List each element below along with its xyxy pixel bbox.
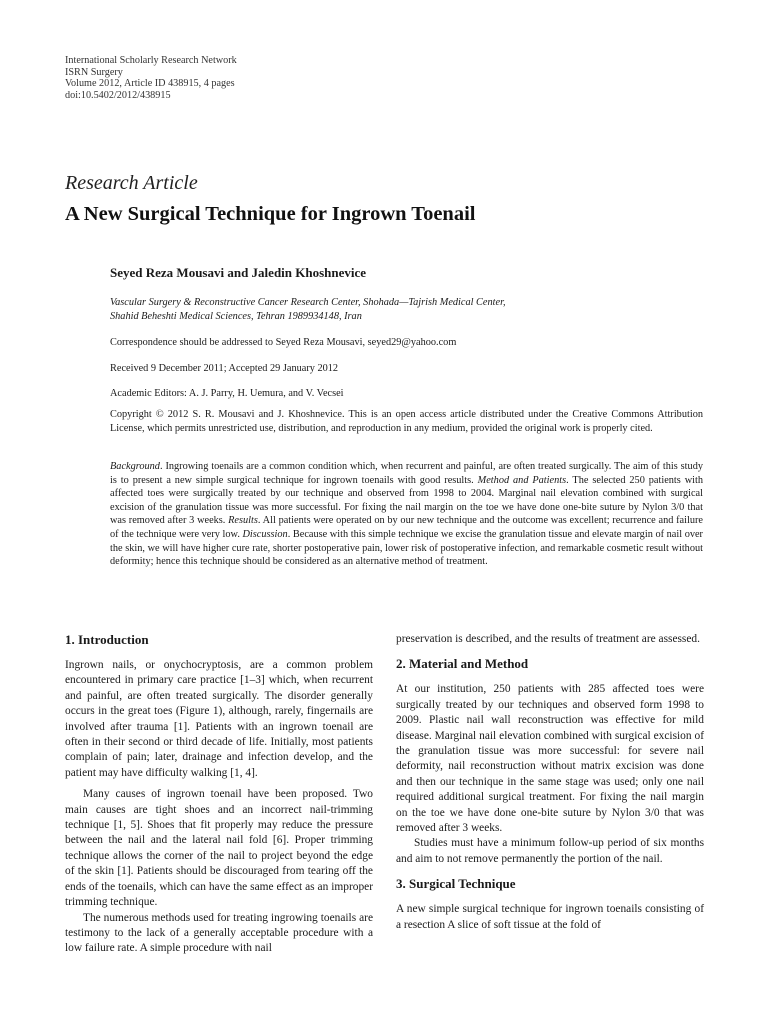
methods-paragraph-1: At our institution, 250 patients with 285 affected toes were surgically treated by our techniques and observed form 1998 to 2009. Plastic nail wall reconstruction was effective for mild disease. Marginal nail elevation combined with surgical excision of the granulation tissue was more successful: for severe nail deformity, nail reconstruction without matrix excision was done and then our technique in the same stage was used; only one nail required additional surgical treatment. For fixing the nail margin on the toe we have done one-bite suture by Nylon 3/0 that was removed after 3 weeks. — [396, 683, 704, 835]
affiliation-line-2: Shahid Beheshti Medical Sciences, Tehran 1989934148, Iran — [110, 310, 362, 322]
abstract-discussion: . Because with this simple technique we excise the granulation tissue and elevate margin of nail over the skin, we will have higher cure rate, shorter postoperative pain, lower risk of postoperative infection, and remarkable cosmetic result without deformity; hence this technique should be considered as an alternative method of treatment. — [110, 528, 703, 568]
intro-paragraph-2: Many causes of ingrown toenail have been proposed. Two main causes are tight shoes and an incorrect nail-trimming technique [1, 5]. Shoes that fit properly may reduce the pressure between the nail and the lateral nail fold [6]. Proper trimming technique allows the corner of the nail to project beyond the edge of the skin [1]. Patients should be discouraged from tearing off the ends of the toenails, which can have the same effect as an improper trimming technique. — [65, 788, 373, 909]
intro-paragraph-3: The numerous methods used for treating ingrowing toenails are testimony to the lack of a generally acceptable procedure with a low failure rate. A simple procedure with nail — [65, 911, 373, 955]
journal-doi[interactable]: doi:10.5402/2012/438915 — [65, 89, 171, 101]
authors: Seyed Reza Mousavi and Jaledin Khoshnevice — [110, 265, 367, 280]
intro-paragraph-1: Ingrown nails, or onychocryptosis, are a common problem encountered in primary care practice [1–3] which, when recurrent and painful, are often treated surgically. The disorder generally occurs in the great toes (Figure 1), although, rarely, fingernails are involved after trauma [1]. Patients with an ingrown toenail are often in their second or third decade of life. Initially, most patients complain of pain; later, drainage and infection develop, and the patient may have difficulty walking [1, 4]. — [65, 659, 373, 779]
abstract-background-label: Background — [110, 461, 160, 472]
intro-heading: 1. Introduction — [65, 632, 149, 647]
affiliation-line-1: Vascular Surgery & Reconstructive Cancer Research Center, Shohada—Tajrish Medical Center, — [110, 297, 506, 308]
abstract-results-label: Results — [228, 515, 258, 527]
abstract — [110, 460, 703, 569]
copyright-notice: Copyright © 2012 S. R. Mousavi and J. Khoshnevice. This is an open access article distributed under the Creative Commons Attribution License, which permits unrestricted use, distribution, and reproduction in any medium, provided the original work is properly cited. — [110, 409, 703, 434]
abstract-methods-label: Method and Patients — [477, 474, 567, 486]
academic-editors: Academic Editors: A. J. Parry, H. Uemura, and V. Vecsei — [110, 388, 344, 399]
received-dates: Received 9 December 2011; Accepted 29 January 2012 — [110, 363, 339, 374]
left-column — [65, 632, 373, 957]
correspondence: Correspondence should be addressed to Seyed Reza Mousavi, seyed29@yahoo.com — [110, 337, 457, 348]
right-column — [396, 632, 704, 933]
methods-heading: 2. Material and Method — [396, 656, 529, 672]
intro-continuation: preservation is described, and the results of treatment are assessed. — [396, 633, 700, 645]
abstract-discussion-label: Discussion — [242, 528, 288, 540]
affiliation — [110, 296, 703, 323]
technique-heading: 3. Surgical Technique — [396, 876, 516, 892]
abstract-background: . Ingrowing toenails are a common condition which, when recurrent and painful, are often treated surgically. The aim of this study is to present a new simple surgical technique for ingrown toenails with good results. — [110, 461, 703, 486]
technique-paragraph-1: A new simple surgical technique for ingrown toenails consisting of a resection A slice of soft tissue at the fold of — [396, 903, 704, 931]
abstract-results: . All patients were operated on by our new technique and the outcome was excellent; recurrence and failure of the technique were very low. — [110, 515, 703, 540]
journal-volume: Volume 2012, Article ID 438915, 4 pages — [65, 78, 235, 90]
journal-network: International Scholarly Research Network — [65, 55, 237, 66]
article-type: Research Article — [65, 172, 198, 194]
abstract-methods: . The selected 250 patients with affected toes were surgically treated by our technique and observed from 1998 to 2004. Marginal nail elevation combined with surgical excision of the granulation tissue was more successful. For fixing the nail margin on the toe we have done one-bite suture by Nylon 3/0 that was removed after 3 weeks. — [110, 474, 703, 527]
page-title: A New Surgical Technique for Ingrown Toenail — [65, 203, 476, 225]
journal-header — [65, 55, 237, 101]
journal-name: ISRN Surgery — [65, 66, 123, 78]
methods-paragraph-2: Studies must have a minimum follow-up period of six months and aim to not remove permanently the portion of the nail. — [396, 837, 704, 865]
